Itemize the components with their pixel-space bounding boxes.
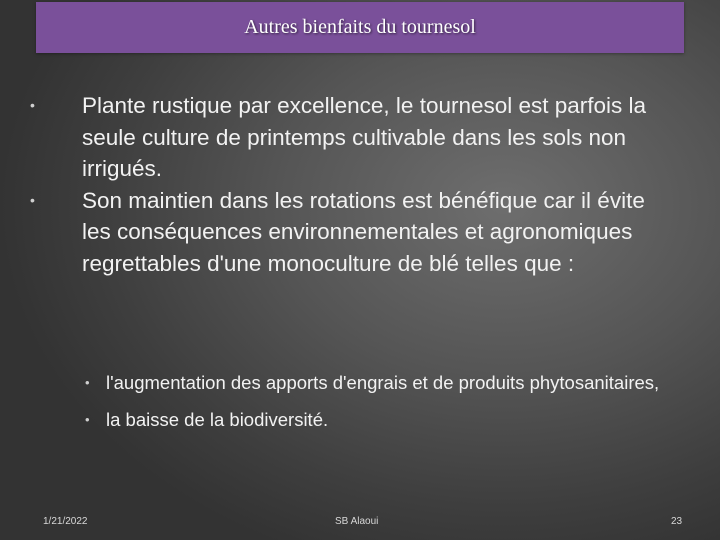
sub-bullet-list xyxy=(85,370,675,432)
bullet-item xyxy=(30,185,670,280)
footer-date: 1/21/2022 xyxy=(43,516,88,527)
sub-bullet-icon: • xyxy=(85,375,90,390)
sub-bullet-item xyxy=(85,370,675,395)
slide-title: Autres bienfaits du tournesol xyxy=(244,16,476,38)
bullet-item xyxy=(30,90,670,185)
bullet-list xyxy=(30,90,670,279)
sub-bullet-text: la baisse de la biodiversité. xyxy=(106,409,329,430)
bullet-icon: • xyxy=(30,191,35,208)
sub-bullet-icon: • xyxy=(85,412,90,427)
footer-author: SB Alaoui xyxy=(335,516,379,527)
sub-bullet-text: l'augmentation des apports d'engrais et de produits phytosanitaires, xyxy=(106,372,660,393)
bullet-text: Son maintien dans les rotations est bénéfique car il évite les conséquences environnementales et agronomiques regrettables d'une monoculture de blé telles que : xyxy=(82,187,645,276)
footer-page-number: 23 xyxy=(671,516,683,527)
sub-bullet-item xyxy=(85,407,675,432)
title-bar xyxy=(36,2,684,53)
bullet-text: Plante rustique par excellence, le tournesol est parfois la seule culture de printemps cultivable dans les sols non irrigués. xyxy=(82,93,647,181)
bullet-icon: • xyxy=(30,97,35,113)
